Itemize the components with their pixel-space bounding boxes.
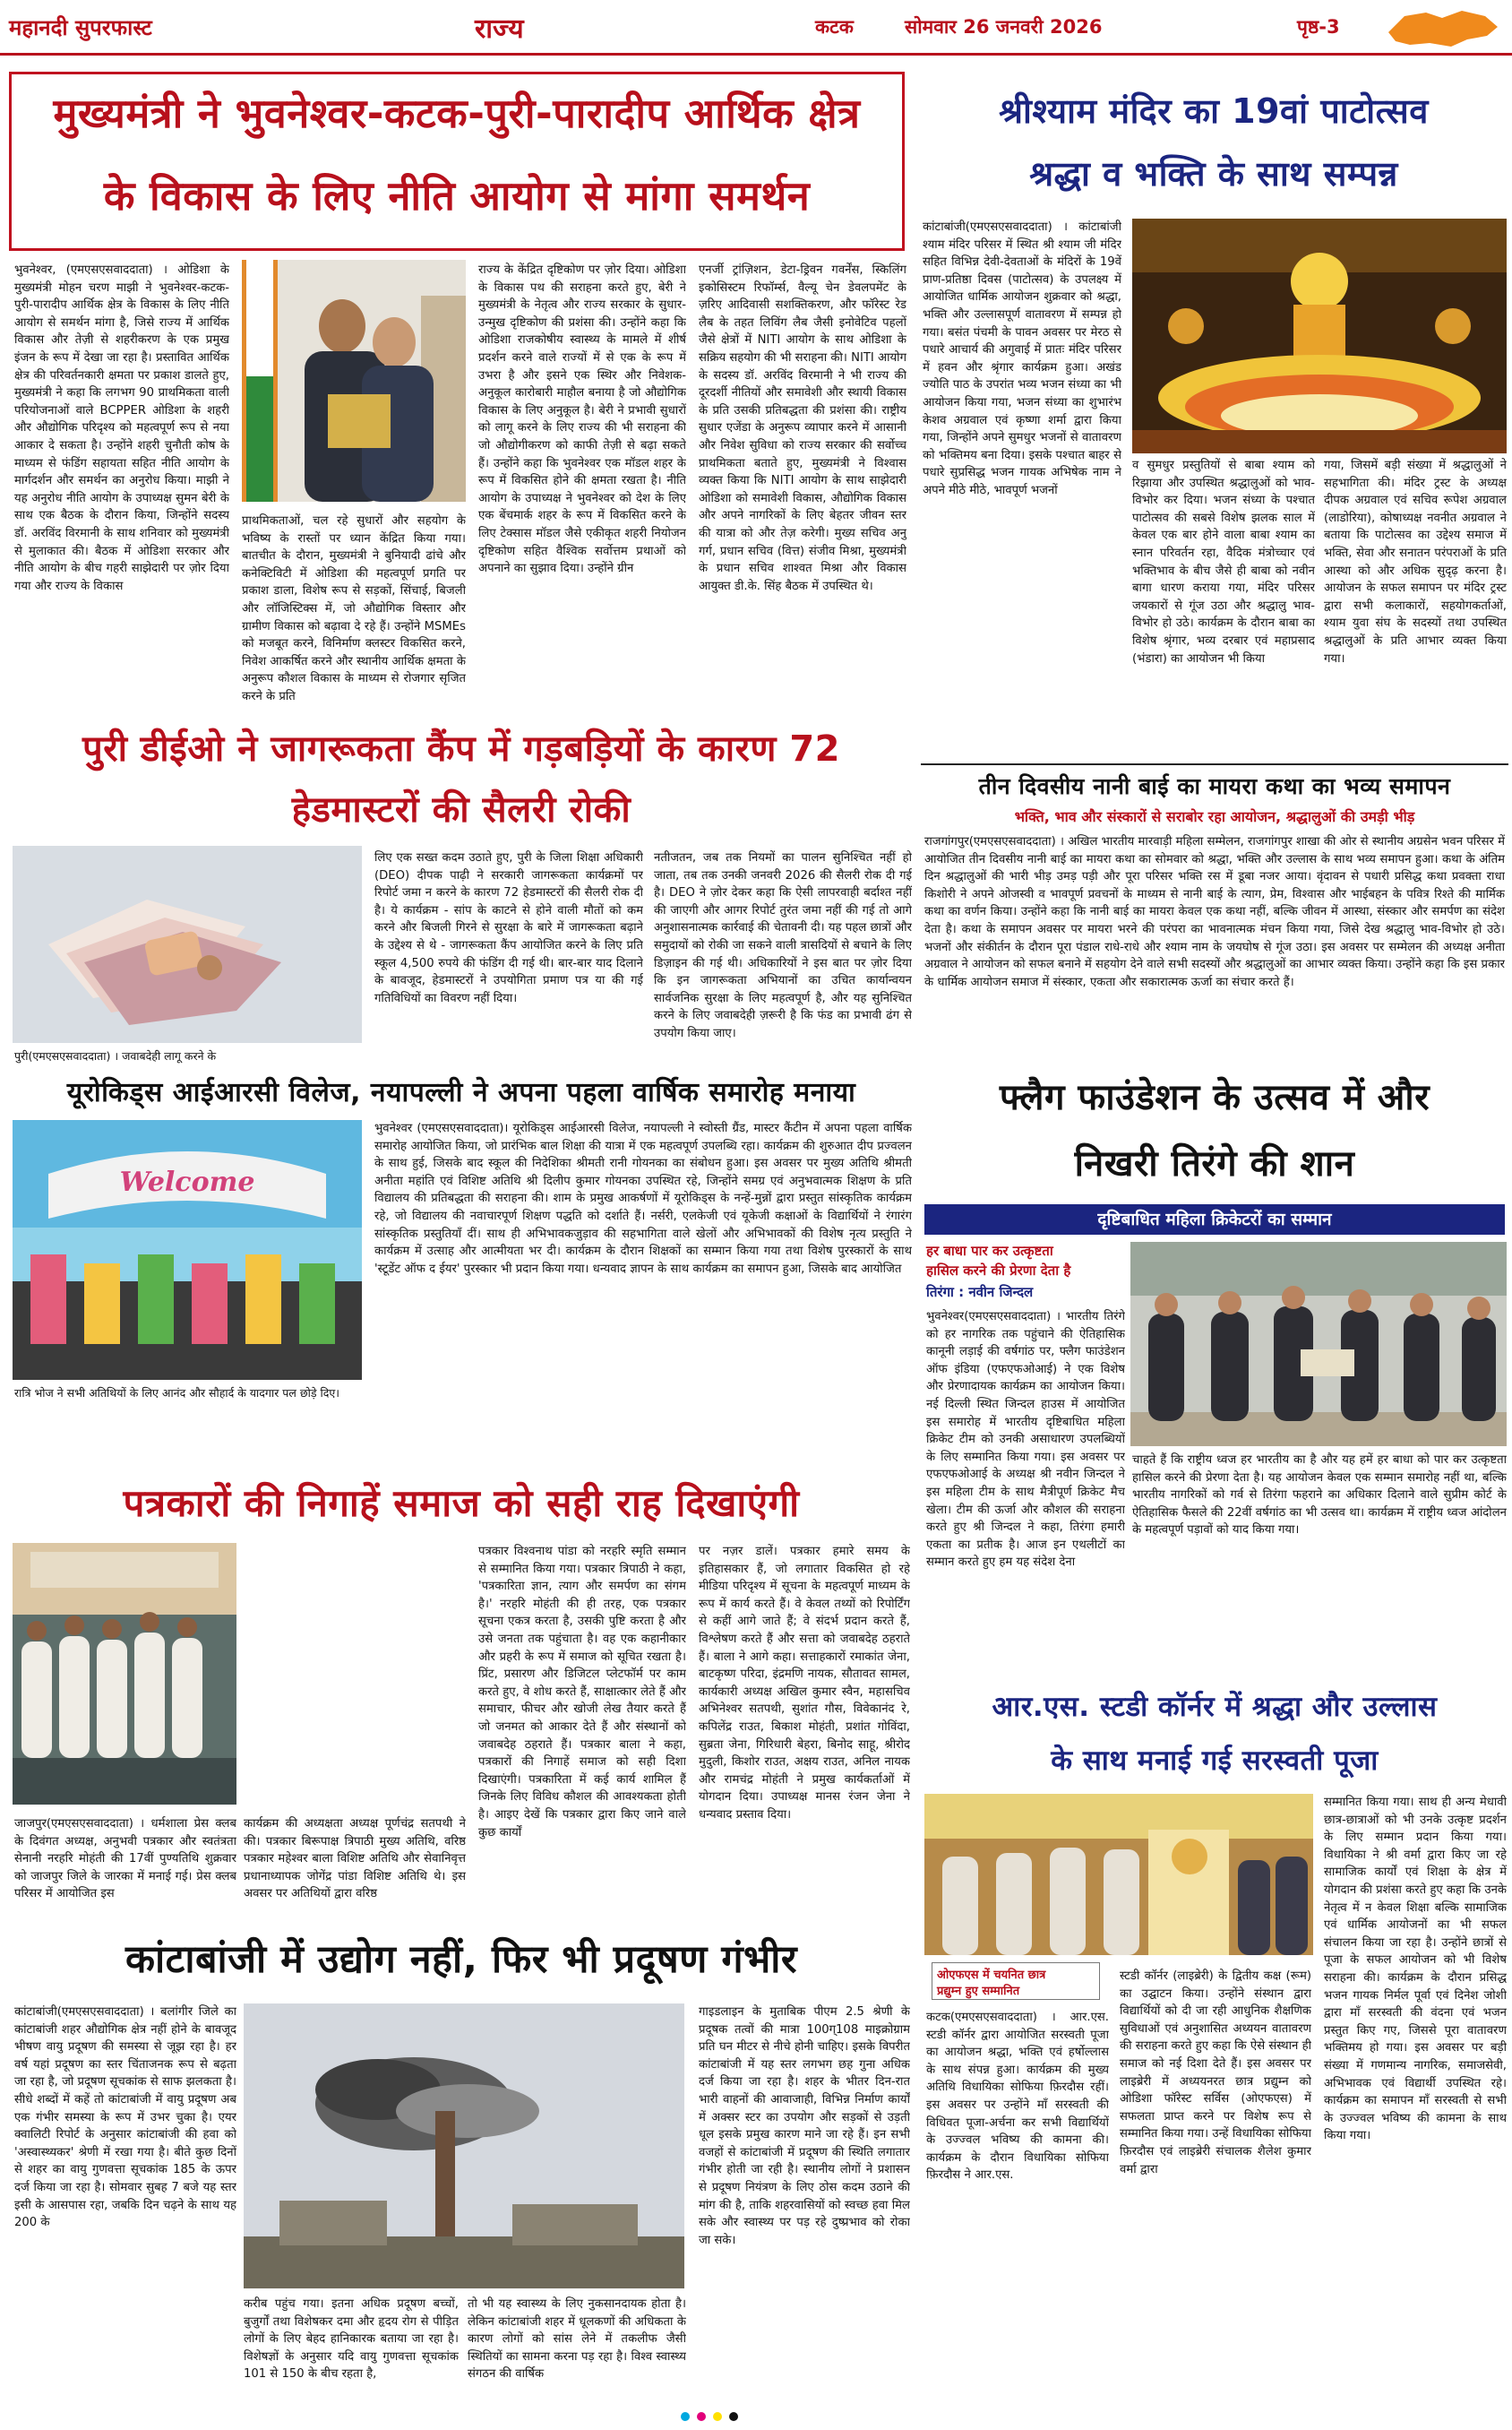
story6-quote-line3: तिरंगा : नवीन जिन्दल xyxy=(926,1284,1034,1300)
story8-inset-line2: प्रद्युम्न हुए सम्मानित xyxy=(937,1985,1020,1998)
story2-column-right: गया, जिसमें बड़ी संख्या में श्रद्धालुओं ने सहभागिता की। मंदिर ट्रस्ट के अध्यक्ष दीपक अग्रवाल एवं सचिव रूपेश अग्रवाल (लाडोरिया), कोषाध्यक्ष नवनीत अग्रवाल ने बताया कि पाटोत्सव का उद्देश्य समाज में भक्ति, सेवा और सनातन परंपराओं के प्रति आस्था को और अधिक सुदृढ़ करना है। आयोजन के सफल समापन पर मंदिर ट्रस्ट द्वारा सभी कलाकारों, सहयोगकर्ताओं, श्याम युवा संघ के सदस्यों तथा उपस्थित श्रद्धालुओं के प्रति आभार व्यक्त किया गया। xyxy=(1324,459,1507,666)
story3-headline-line1: पुरी डीईओ ने जागरूकता कैंप में गड़बड़ियों के कारण 72 xyxy=(82,728,840,770)
masthead-date: सोमवार 26 जनवरी 2026 xyxy=(905,16,1103,38)
story7-event-photo xyxy=(13,1543,236,1805)
story9-headline: कांटाबांजी में उद्योग नहीं, फिर भी प्रदूषण गंभीर xyxy=(125,1937,798,1982)
story8-headline-line2: के साथ मनाई गई सरस्वती पूजा xyxy=(1051,1745,1379,1777)
story6-column-right: चाहते हैं कि राष्ट्रीय ध्वज हर भारतीय का है और यह हमें हर बाधा को पार कर उत्कृष्टता हासिल करने की प्रेरणा देता है। यह आयोजन केवल एक सम्मान समारोह नहीं था, बल्कि भारतीय नागरिकों को गर्व से तिरंगा फहराने का अधिकार दिलाने वाले सुप्रीम कोर्ट के ऐतिहासिक फैसले की 22वीं वर्षगांठ का भी उत्सव था। कार्यक्रम में राष्ट्रीय ध्वज आंदोलन के महत्वपूर्ण पड़ावों को याद किया गया। xyxy=(1132,1453,1507,1538)
story2-column-mid: व सुमधुर प्रस्तुतियों से बाबा श्याम को रिझाया और उपस्थित श्रद्धालुओं को भाव-विभोर कर दिया। भजन संध्या के पश्चात पाटोत्सव की सबसे विशेष झलक साल में केवल एक बार होने वाला बाबा श्याम का स्नान परिवर्तन रहा, वैदिक मंत्रोच्चार एवं भक्तिभाव के बीच जैसे ही बाबा को नवीन बागा धारण कराया गया, मंदिर परिसर जयकारों से गूंज उठा और श्रद्धालु भाव-विभोर हो उठे। कार्यक्रम के दौरान बाबा का विशेष श्रृंगार, भव्य दरबार एवं महाप्रसाद (भंडारा) का आयोजन भी किया xyxy=(1132,459,1315,666)
story8-column-2: स्टडी कॉर्नर (लाइब्रेरी) के द्वितीय कक्ष (रूम) का उद्घाटन किया। उन्होंने संस्थान द्वारा विद्यार्थियों को दी जा रही आधुनिक शैक्षणिक सुविधाओं एवं अनुशासित अध्ययन वातावरण की सराहना करते हुए कहा कि ऐसे संस्थान ही समाज को नई दिशा देते हैं। इस अवसर पर लाइब्रेरी में अध्ययनरत छात्र प्रद्युम्न को ओडिशा फॉरेस्ट सर्विस (ओएफएस) में सफलता प्राप्त करने पर विशेष रूप से सम्मानित किया गया। उन्हें विधायिका सोफिया फ़िरदौस एवं लाइब्रेरी संचालक शैलेश कुमार वर्मा द्वारा xyxy=(1120,1969,1311,2176)
story4-top-rule xyxy=(921,763,1508,765)
section-name: राज्य xyxy=(475,13,524,45)
story9-column-1: कांटाबांजी(एमएसएसवाददाता) । बलांगीर जिले का कांटाबांजी शहर औद्योगिक क्षेत्र नहीं होने के बावजूद भीषण वायु प्रदूषण की समस्या से जूझ रहा है। हर वर्ष यहां प्रदूषण का स्तर चिंताजनक रूप से बढ़ता जा रहा है, जो प्रदूषण सूचकांक से साफ झलकता है। सीधे शब्दों में कहें तो कांटाबांजी में वायु प्रदूषण अब एक गंभीर समस्या के रूप में उभर चुका है। एयर क्वालिटी रिपोर्ट के अनुसार कांटाबांजी की हवा को 'अस्वास्थ्यकर' श्रेणी में रखा गया है। बीते कुछ दिनों से शहर का वायु गुणवत्ता सूचकांक 185 के ऊपर दर्ज किया जा रहा है। सोमवार सुबह 7 बजे यह स्तर इसी के आसपास रहा, जबकि दिन चढ़ने के साथ यह 200 के xyxy=(14,2005,236,2230)
story1-headline-line2: के विकास के लिए नीति आयोग से मांगा समर्थन xyxy=(103,172,811,220)
story7-column-3: पत्रकार विश्वनाथ पांडा को नरहरि स्मृति सम्मान से सम्मानित किया गया। पत्रकार त्रिपाठी ने कहा, 'पत्रकारिता ज्ञान, त्याग और समर्पण का संगम है।' नरहरि मोहंती की ही तरह, एक पत्रकार सूचना एकत्र करता है, उसकी पुष्टि करता है और उसे जनता तक पहुंचाता है। वह एक कहानीकार और प्रहरी के रूप में समाज को सूचित रखता है। प्रिंट, प्रसारण और डिजिटल प्लेटफॉर्म पर काम करते हुए, वे शोध करते हैं, साक्षात्कार लेते हैं और समाचार, फीचर और खोजी लेख तैयार करते हैं जो जनमत को आकार देते हैं और संस्थानों को जवाबदेह ठहराते हैं। पत्रकार बाला ने कहा, पत्रकारों की निगाहें समाज को सही दिशा दिखाएंगी। पत्रकारिता में कई कार्य शामिल हैं जिनके लिए विविध कौशल की आवश्यकता होती है। आइए देखें कि पत्रकार द्वारा किए जाने वाले कुछ कार्यों xyxy=(478,1545,686,1840)
odisha-map-icon xyxy=(1379,5,1505,50)
story6-column-left: भुवनेश्वर(एमएसएसवाददाता) । भारतीय तिरंगे को हर नागरिक तक पहुंचाने की ऐतिहासिक कानूनी लड़ाई की वर्षगांठ पर, फ्लैग फाउंडेशन ऑफ इंडिया (एफएफओआई) ने एक विशेष और प्रेरणादायक कार्यक्रम का आयोजन किया। नई दिल्ली स्थित जिन्दल हाउस में आयोजित इस समारोह में भारतीय दृष्टिबाधित महिला क्रिकेट टीम को उनकी असाधारण उपलब्धियों के लिए सम्मानित किया गया। इस अवसर पर एफएफओआई के अध्यक्ष श्री नवीन जिन्दल ने इस महिला टीम के साथ मैत्रीपूर्ण क्रिकेट मैच खेला। टीम की ऊर्जा और कौशल की सराहना करते हुए श्री जिन्दल ने कहा, तिरंगा हमारी एकता का प्रतीक है। आज इन एथलीटों का सम्मान करते हुए हम यह संदेश देना xyxy=(926,1310,1125,1570)
story1-headline-line1: मुख्यमंत्री ने भुवनेश्वर-कटक-पुरी-पारादीप आर्थिक क्षेत्र xyxy=(53,90,861,137)
story9-chimney-photo xyxy=(244,2003,684,2288)
story6-group-photo xyxy=(1130,1242,1507,1446)
story8-column-1: कटक(एमएसएसवाददाता) । आर.एस. स्टडी कॉर्नर द्वारा आयोजित सरस्वती पूजा का आयोजन श्रद्धा, भक्ति एवं हर्षोल्लास के साथ संपन्न हुआ। कार्यक्रम की मुख्य अतिथि विधायिका सोफिया फ़िरदौस रहीं। इस अवसर पर उन्होंने माँ सरस्वती की विधिवत पूजा-अर्चना कर सभी विद्यार्थियों के उज्ज्वल भविष्य की कामना की। कार्यक्रम के दौरान विधायिका सोफिया फ़िरदौस ने आर.एस. xyxy=(926,2011,1109,2183)
story9-column-2: करीब पहुंच गया। इतना अधिक प्रदूषण बच्चों, बुजुर्गों तथा विशेषकर दमा और हृदय रोग से पीड़ित लोगों के लिए बेहद हानिकारक बताया जा रहा है। विशेषज्ञों के अनुसार यदि वायु गुणवत्ता सूचकांक 101 से 150 के बीच रहता है, xyxy=(244,2297,459,2382)
story4-headline: तीन दिवसीय नानी बाई का मायरा कथा का भव्य समापन xyxy=(978,773,1451,799)
story3-caption: पुरी(एमएसएसवाददाता) । जवाबदेही लागू करने के xyxy=(14,1049,217,1063)
story8-puja-photo xyxy=(924,1794,1313,1955)
story2-headline-line1: श्रीश्याम मंदिर का 19वां पाटोत्सव xyxy=(999,91,1429,131)
story5-stage-photo xyxy=(13,1120,362,1380)
story1-column-3: राज्य के केंद्रित दृष्टिकोण पर ज़ोर दिया। ओडिशा के विकास पथ की सराहना करते हुए, बेरी ने मुख्यमंत्री के नेतृत्व और राज्य सरकार के सुधार-उन्मुख दृष्टिकोण की प्रशंसा की। उन्होंने कहा कि ओडिशा राजकोषीय स्वास्थ्य के मामले में शीर्ष प्रदर्शन करने वाले राज्यों में से एक के रूप में उभरा है और इसने एक स्थिर और निवेशक-अनुकूल कारोबारी माहौल बनाया है जो औद्योगिक विकास के लिए अनुकूल है। बेरी ने प्रभावी सुधारों को लागू करने के लिए राज्य की भी सराहना की जो औद्योगीकरण को काफी तेज़ी से बढ़ा सकते हैं। उन्होंने कहा कि भुवनेश्वर एक मॉडल शहर के रूप में विकसित होने की क्षमता रखता है। नीति आयोग के उपाध्यक्ष ने भुवनेश्वर को देश के लिए एक बेंचमार्क शहर के रूप में विकसित करने के लिए टेक्सास मॉडल जैसे एकीकृत शहरी नियोजन दृष्टिकोण सहित वैश्विक सर्वोत्तम प्रथाओं को अपनाने का सुझाव दिया। उन्होंने ग्रीन xyxy=(478,263,686,576)
story3-cash-photo xyxy=(13,846,362,1043)
story5-body: भुवनेश्वर (एमएसएसवाददाता)। यूरोकिड्स आईआरसी विलेज, नयापल्ली ने स्वोस्ती ग्रैंड, मास्टर कैंटीन में अपना पहला वार्षिक समारोह आयोजित किया, जो प्रारंभिक बाल शिक्षा की यात्रा में एक महत्वपूर्ण उपलब्धि रहा। कार्यक्रम की शुरुआत दीप प्रज्वलन के साथ हुई, जिसके बाद स्कूल की निदेशिका श्रीमती रानी गोयनका का संबोधन हुआ। इस अवसर पर मुख्य अतिथि श्रीमती अनीता महांति एवं विशिष्ट अतिथि श्री दिलीप कुमार गोयनका उपस्थित रहे, जिन्होंने समग्र एवं अनुभवात्मक शिक्षण के प्रति विद्यालय की प्रतिबद्धता की सराहना की। शाम के प्रमुख आकर्षणों में यूरोकिड्स के नन्हें-मुन्नों द्वारा प्रस्तुत सांस्कृतिक कार्यक्रम रहे, जो विद्यालय की नवाचारपूर्ण शिक्षण पद्धति को दर्शाते हैं। नर्सरी, एलकेजी एवं यूकेजी कक्षाओं के विद्यार्थियों ने रंगारंग सांस्कृतिक प्रस्तुतियाँ दीं। साथ ही अभिभावकजुड़ाव की सहभागिता वाले खेलों और अभिभावकों की विशेष नृत्य प्रस्तुति ने कार्यक्रम में उत्साह और आत्मीयता भर दी। कार्यक्रम के दौरान शिक्षकों का सम्मान किया गया तथा विशेष पुरस्कारों के साथ 'स्टूडेंट ऑफ द ईयर' पुरस्कार भी प्रदान किया गया। धन्यवाद ज्ञापन के साथ कार्यक्रम का समापन हुआ, जिसके बाद आयोजित xyxy=(374,1122,912,1276)
story3-column-2: नतीजतन, जब तक नियमों का पालन सुनिश्चित नहीं हो जाता, तब तक उनकी जनवरी 2026 की सैलरी रोक दी गई है। DEO ने ज़ोर देकर कहा कि ऐसी लापरवाही बर्दाश्त नहीं की जाएगी और आगर रिपोर्ट तुरंत जमा नहीं की गई तो आगे अनुशासनात्मक कार्रवाई की चेतावनी दी। यह पहल छात्रों और समुदायों को रोकी जा सकने वाली त्रासदियों से बचाने के लिए डिज़ाइन की गई थी। अधिकारियों ने इस बात पर ज़ोर दिया कि इन जागरूकता अभियानों का उचित कार्यान्वयन सार्वजनिक सुरक्षा के लिए महत्वपूर्ण है, और यह सुनिश्चित करने के लिए जवाबदेही ज़रूरी है कि फंड का प्रभावी ढंग से उपयोग किया जाए। xyxy=(654,851,912,1040)
story7-headline: पत्रकारों की निगाहें समाज को सही राह दिखाएंगी xyxy=(123,1481,800,1525)
story7-column-2: कार्यक्रम की अध्यक्षता अध्यक्ष पूर्णचंद्र सतपथी ने की। पत्रकार बिरूपाक्ष त्रिपाठी मुख्य अतिथि, वरिष्ठ पत्रकार महेश्वर बाला विशिष्ट अतिथि और सेवानिवृत्त प्रधानाध्यापक जोगेंद्र पांडा विशिष्ट अतिथि थे। इस अवसर पर अतिथियों द्वारा वरिष्ठ xyxy=(244,1817,466,1901)
story6-headline-line2: निखरी तिरंगे की शान xyxy=(1074,1143,1355,1185)
masthead-city: कटक xyxy=(815,16,854,38)
story5-caption: रात्रि भोज ने सभी अतिथियों के लिए आनंद और सौहार्द के यादगार पल छोड़े दिए। xyxy=(14,1386,340,1400)
story9-column-3: तो भी यह स्वास्थ्य के लिए नुकसानदायक होता है। लेकिन कांटाबांजी शहर में धूलकणों की अधिकता के कारण लोगों को सांस लेने में तकलीफ जैसी स्थितियों का सामना करना पड़ रहा है। विश्व स्वास्थ्य संगठन की वार्षिक xyxy=(468,2297,686,2382)
masthead-bar xyxy=(0,0,1512,56)
story9-column-4: गाइडलाइन के मुताबिक पीएम 2.5 श्रेणी के प्रदूषक तत्वों की मात्रा 100ग्108 माइक्रोग्राम प्रति घन मीटर से नीचे होनी चाहिए। इसके विपरीत कांटाबांजी में यह स्तर लगभग छह गुना अधिक दर्ज किया जा रहा है। शहर के भीतर दिन-रात भारी वाहनों की आवाजाही, विभिन्न निर्माण कार्यों में अक्सर स्टर का उपयोग और सड़कों से उड़ती धूल इसके प्रमुख कारण माने जा रहे हैं। इन सभी वजहों से कांटाबांजी में प्रदूषण की स्थिति लगातार गंभीर होती जा रही है। स्थानीय लोगों ने प्रशासन से प्रदूषण नियंत्रण के लिए ठोस कदम उठाने की मांग की है, ताकि शहरवासियों को स्वच्छ हवा मिल सके और स्वास्थ्य पर पड़ रहे दुष्प्रभाव को रोका जा सके। xyxy=(699,2005,910,2247)
story1-column-1: भुवनेश्वर, (एमएसएसवाददाता) । ओडिशा के मुख्यमंत्री मोहन चरण माझी ने भुवनेश्वर-कटक-पुरी-पारादीप आर्थिक क्षेत्र के विकास के लिए नीति आयोग से समर्थन मांगा है, जिसे राज्य में आर्थिक विकास और तेज़ी से शहरीकरण के एक प्रमुख इंजन के रूप में देखा जा रहा है। प्रस्तावित आर्थिक क्षेत्र की परिवर्तनकारी क्षमता पर प्रकाश डालते हुए, मुख्यमंत्री ने कहा कि लगभग 90 प्राथमिकता वाली परियोजनाओं वाले BCPPER ओडिशा के शहरी और औद्योगिक परिदृश्य को महत्वपूर्ण रूप से नया आकार दे सकता है। उन्होंने शहरी चुनौती कोष के माध्यम से फंडिंग सहायता सहित नीति आयोग के मार्गदर्शन और समर्थन का अनुरोध किया। माझी ने यह अनुरोध नीति आयोग के उपाध्यक्ष सुमन बेरी के साथ एक बैठक के दौरान किया, जिन्होंने सदस्य डॉ. अरविंद विरमानी के साथ शनिवार को मुख्यमंत्री से मुलाकात की। बैठक में ओडिशा सरकार और नीति आयोग के बीच गहरी साझेदारी पर ज़ोर दिया गया और राज्य के विकास xyxy=(14,263,229,593)
story2-headline-line2: श्रद्धा व भक्ति के साथ सम्पन्न xyxy=(1029,154,1398,194)
story3-headline-line2: हेडमास्टरों की सैलरी रोकी xyxy=(291,789,631,831)
story6-quote-line1: हर बाधा पार कर उत्कृष्टता xyxy=(926,1243,1053,1259)
page-number: पृष्ठ-3 xyxy=(1297,16,1340,38)
story7-column-1: जाजपुर(एमएसएसवाददाता) । धर्मशाला प्रेस क्लब के दिवंगत अध्यक्ष, अनुभवी पत्रकार और स्वतंत्रता सेनानी नरहरि मोहंती की 17वीं पुण्यतिथि शुक्रवार को जाजपुर जिले के जारका में मनाई गई। प्रेस क्लब परिसर में आयोजित इस xyxy=(14,1817,236,1901)
story1-column-4: एनर्जी ट्रांज़िशन, डेटा-ड्रिवन गवर्नेंस, स्किलिंग इकोसिस्टम रिफॉर्म्स, वैल्यू चेन डेवलपमेंट के ज़रिए आदिवासी सशक्तिकरण, और फॉरेस्ट रेड लैब के तहत लिविंग लैब जैसी इनोवेटिव पहलों जैसे क्षेत्रों में NITI आयोग के साथ ओडिशा के सक्रिय सहयोग की भी सराहना की। NITI आयोग के सदस्य डॉ. अरविंद विरमानी ने भी राज्य की दूरदर्शी नीतियों और समावेशी और स्थायी विकास के प्रति उसकी प्रतिबद्धता की प्रशंसा की। राष्ट्रीय सुधार एजेंडा के अनुरूप व्यापार करने में आसानी और निवेश सुविधा को राज्य सरकार की सर्वोच्च प्राथमिकता बताते हुए, मुख्यमंत्री ने विश्वास व्यक्त किया कि NITI आयोग के साथ साझेदारी ओडिशा को समावेशी विकास, औद्योगिक विकास और अपने नागरिकों के लिए बेहतर जीवन स्तर की यात्रा को और तेज़ करेगी। मुख्य सचिव अनु गर्ग, प्रधान सचिव (वित्त) संजीव मिश्रा, मुख्यमंत्री के प्रधान सचिव शाश्वत मिश्रा और विकास आयुक्त डी.के. सिंह बैठक में उपस्थित थे। xyxy=(699,263,906,593)
story4-body: राजगांगपुर(एमएसएसवाददाता) । अखिल भारतीय मारवाड़ी महिला सम्मेलन, राजगांगपुर शाखा की ओर से स्थानीय अग्रसेन भवन परिसर में आयोजित तीन दिवसीय नानी बाई का मायरा कथा का सोमवार को श्रद्धा, भक्ति और उल्लास के साथ भव्य समापन हुआ। कथा के अंतिम दिन श्रद्धालुओं की भारी भीड़ उमड़ पड़ी और पूरा परिसर भक्ति रस में डूबा नजर आया। वृंदावन से पधारी प्रसिद्ध कथा प्रवक्ता राधा किशोरी ने अपने ओजस्वी व भावपूर्ण प्रवचनों के माध्यम से नानी बाई के त्याग, प्रेम, विश्वास और भाईबहन के पवित्र रिश्ते की मार्मिक कथा का वर्णन किया। उन्होंने कहा कि नानी बाई का मायरा केवल एक कथा नहीं, बल्कि जीवन में आस्था, संस्कार और समर्पण का संदेश देता है। कथा के समापन अवसर पर मायरा भरने की परंपरा का भावनात्मक मंचन किया गया, जिसे देख श्रद्धालु भाव-विभोर हो उठे। भजनों और संकीर्तन के दौरान पूरा पंडाल राधे-राधे और श्याम नाम के जयघोष से गूंज उठा। इस अवसर पर सम्मेलन की अध्यक्ष अनीता अग्रवाल ने आयोजन को सफल बनाने में सहयोग देने वाले सभी सदस्यों और श्रद्धालुओं का आभार व्यक्त किया। उन्होंने कहा कि इस प्रकार के धार्मिक आयोजन समाज में संस्कार, एकता और सकारात्मक ऊर्जा का संचार करते हैं। xyxy=(924,835,1505,989)
story1-photo xyxy=(242,260,466,502)
story8-inset-line1: ओएफएस में चयनित छात्र xyxy=(937,1969,1046,1982)
story7-column-4: पर नज़र डालें। पत्रकार हमारे समय के इतिहासकार हैं, जो लगातार विकसित हो रहे मीडिया परिदृश्य में सूचना के महत्वपूर्ण माध्यम के रूप में कार्य करते हैं। वे केवल तथ्यों को रिपोर्टिंग से कहीं आगे जाते हैं; वे संदर्भ प्रदान करते हैं, विश्लेषण करते हैं और सत्ता को जवाबदेह ठहराते हैं। बाला ने आगे कहा। सत्ताहकारों रमाकांत जेना, बाटकृष्ण परिदा, इंद्रमणि नायक, सौतावत सामल, कार्यकारी अध्यक्ष अखिल कुमार स्वैन, महासचिव अभिनेश्वर सतपथी, सुशांत गौस, विवेकानंद रे, कपिलेंद्र राउत, बिकाश मोहंती, प्रशांत गोविंदा, सुब्रता जेना, गिरिधारी बेहरा, बिनोद साहू, श्रीरोद मुदुली, किशोर राउत, अक्षय राउत, अनिल नायक और रामचंद्र मोहंती ने प्रमुख कार्यकर्ताओं में योगदान दिया। उपाध्यक्ष मानस रंजन जेना ने धन्यवाद प्रस्ताव दिया। xyxy=(699,1545,910,1822)
story6-tag: दृष्टिबाधित महिला क्रिकेटरों का सम्मान xyxy=(924,1204,1505,1235)
story5-headline: यूरोकिड्स आईआरसी विलेज, नयापल्ली ने अपना पहला वार्षिक समारोह मनाया xyxy=(66,1077,856,1108)
welcome-banner-text: Welcome xyxy=(119,1167,255,1198)
story8-column-3: सम्मानित किया गया। साथ ही अन्य मेधावी छात्र-छात्राओं को भी उनके उत्कृष्ट प्रदर्शन के लिए सम्मान प्रदान किया गया। विधायिका ने श्री वर्मा द्वारा किए जा रहे सामाजिक कार्यों एवं शिक्षा के क्षेत्र में योगदान की प्रशंसा करते हुए कहा कि उनके नेतृत्व में न केवल शिक्षा बल्कि सामाजिक एवं धार्मिक आयोजनों का भी सफल संचालन किया जा रहा है। उन्होंने छात्रों से पूजा के सफल आयोजन को भी विशेष सराहना की। कार्यक्रम के दौरान प्रसिद्ध भजन गायक निर्मल पूर्वा एवं दिनेश जोशी द्वारा माँ सरस्वती की वंदना एवं भजन प्रस्तुत किए गए, जिससे पूरा वातावरण भक्तिमय हो गया। इस अवसर पर बड़ी संख्या में गणमान्य नागरिक, समाजसेवी, अभिभावक एवं विद्यार्थी उपस्थित रहे। कार्यक्रम का समापन माँ सरस्वती से सभी के उज्ज्वल भविष्य की कामना के साथ किया गया। xyxy=(1324,1796,1507,2143)
story1-column-2: प्राथमिकताओं, चल रहे सुधारों और सहयोग के भविष्य के रास्तों पर ध्यान केंद्रित किया गया। बातचीत के दौरान, मुख्यमंत्री ने बुनियादी ढांचे और कनेक्टिविटी में ओडिशा की महत्वपूर्ण प्रगति पर प्रकाश डाला, विशेष रूप से सड़कों, सिंचाई, बिजली और लॉजिस्टिक्स में, जो औद्योगिक विस्तार और ग्रामीण विकास को बढ़ावा दे रहे हैं। उन्होंने MSMEs को मजबूत करने, विनिर्माण क्लस्टर विकसित करने, निवेश आकर्षित करने और स्थानीय आर्थिक क्षमता के अनुरूप कौशल विकास के माध्यम से रोजगार सृजित करने के प्रति xyxy=(242,514,466,703)
story6-headline-line1: फ्लैग फाउंडेशन के उत्सव में और xyxy=(999,1077,1430,1118)
story2-temple-photo xyxy=(1132,219,1507,453)
story6-quote-line2: हासिल करने की प्रेरणा देता है xyxy=(926,1262,1071,1279)
story4-subhead: भक्ति, भाव और संस्कारों से सराबोर रहा आयोजन, श्रद्धालुओं की उमड़ी भीड़ xyxy=(1014,808,1415,825)
story3-column-1: लिए एक सख्त कदम उठाते हुए, पुरी के जिला शिक्षा अधिकारी (DEO) दीपक पाढ़ी ने सरकारी जागरूकता कार्यक्रमों पर रिपोर्ट जमा न करने के कारण 72 हेडमास्टरों की सैलरी रोक दी है। ये कार्यक्रम - सांप के काटने से होने वाली मौतों को कम करने और बिजली गिरने से सुरक्षा के बारे में जागरूकता बढ़ाने के उद्देश्य से थे - जागरूकता कैंप आयोजित करने के लिए प्रति स्कूल 4,500 रुपये की फंडिंग दी गई थी। बार-बार याद दिलाने के बावजूद, हेडमास्टरों ने उपयोगिता प्रमाण पत्र या की गई गतिविधियों का विवरण नहीं दिया। xyxy=(374,851,643,1005)
paper-name: महानदी सुपरफास्ट xyxy=(9,15,152,40)
story8-headline-line1: आर.एस. स्टडी कॉर्नर में श्रद्धा और उल्लास xyxy=(992,1691,1438,1723)
story2-column-left: कांटाबांजी(एमएसएसवाददाता) । कांटाबांजी श्याम मंदिर परिसर में स्थित श्री श्याम जी मंदिर सहित विभिन्न देवी-देवताओं के मंदिरों के 19वें प्राण-प्रतिष्ठा दिवस (पाटोत्सव) के उपलक्ष्य में आयोजित धार्मिक आयोजन शुक्रवार को श्रद्धा, भक्ति और उल्लासपूर्ण वातावरण में सम्पन्न हो गया। बसंत पंचमी के पावन अवसर पर मेरठ से पधारे आचार्य की अगुवाई में प्रातः मंदिर परिसर में हवन और श्रृंगार कार्यक्रम हुआ। अखंड ज्योति पाठ के उपरांत भव्य भजन संध्या का भी आयोजन किया गया, भजन संध्या का शुभारंभ केशव अग्रवाल एवं कृष्णा शर्मा द्वारा किया गया, जिन्होंने अपने सुमधुर भजनों से वातावरण को भक्तिमय बना दिया। इसके पश्चात बाहर से पधारे सुप्रसिद्ध भजन गायक अभिषेक नाम ने अपने मीठे मीठे, भावपूर्ण भजनों xyxy=(923,220,1121,497)
registration-marks xyxy=(681,2410,833,2423)
